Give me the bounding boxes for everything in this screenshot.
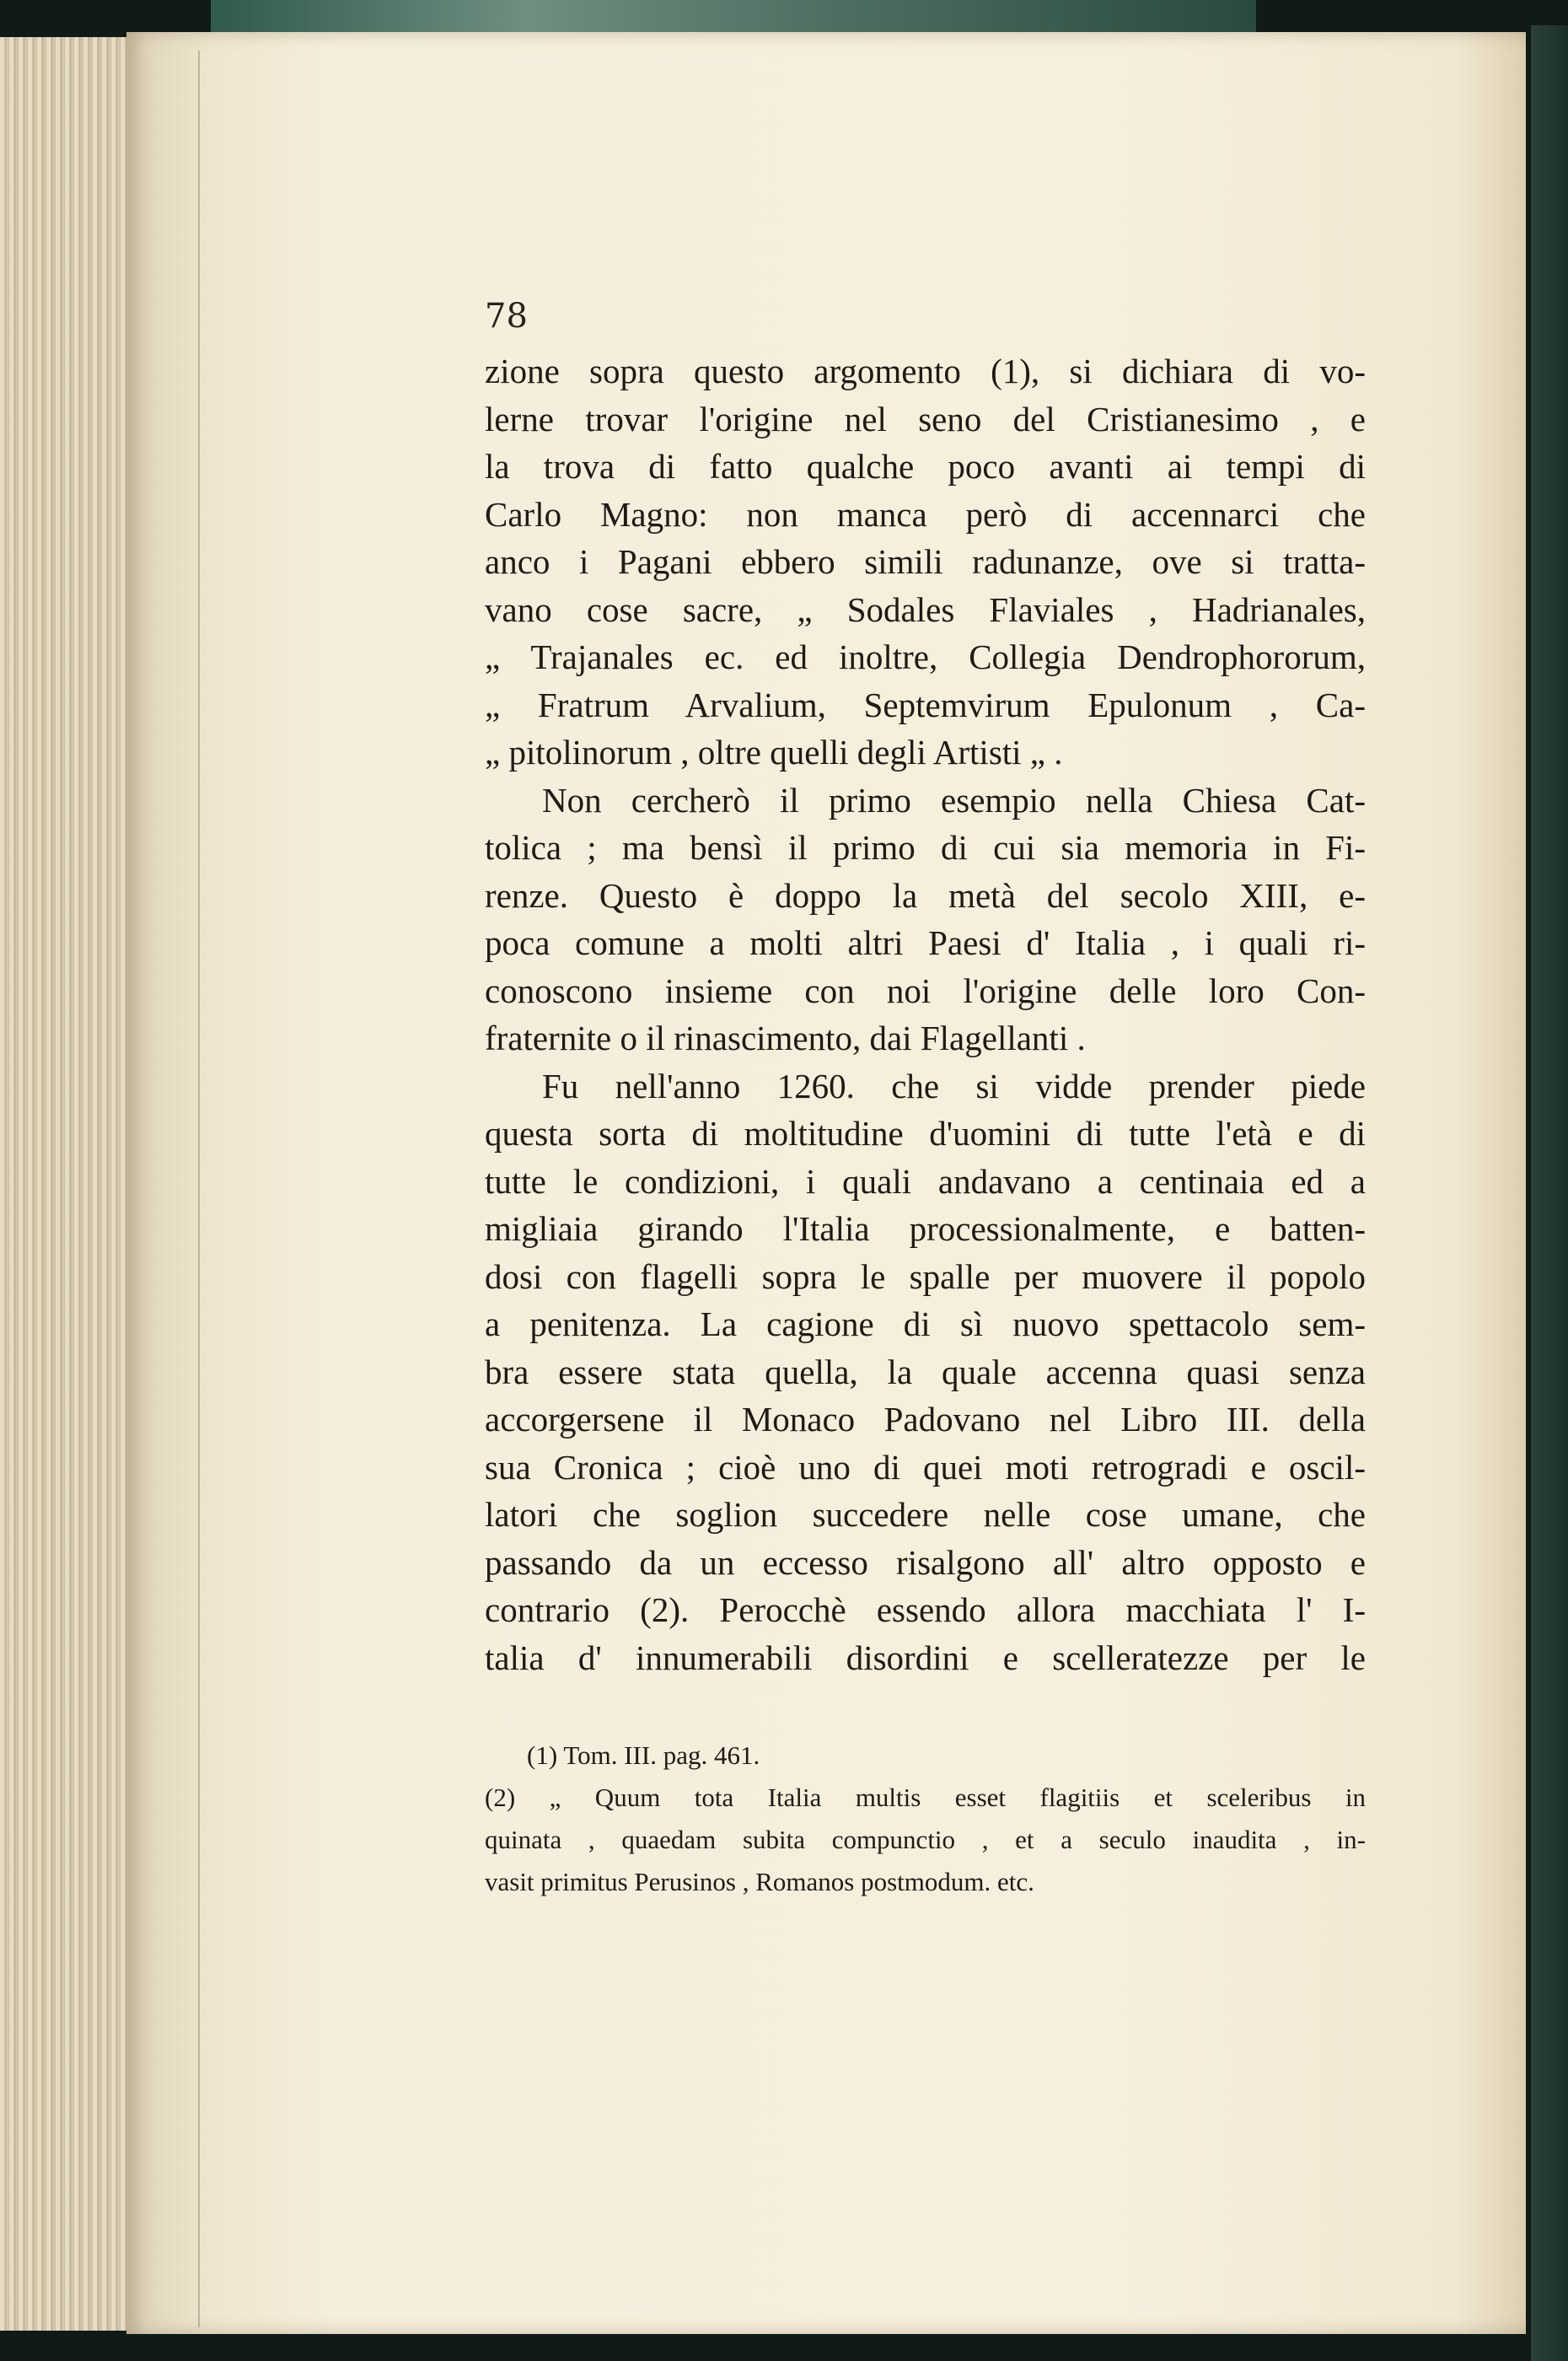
page-edges xyxy=(0,37,148,2331)
text-line: dosi con flagelli sopra le spalle per muovere il popolo xyxy=(485,1256,1366,1296)
footnote-line: (1) Tom. III. pag. 461. xyxy=(527,1740,760,1770)
text-line: vano cose sacre, „ Sodales Flaviales , Hadrianales, xyxy=(485,589,1366,629)
footnote-line: quinata , quaedam subita compunctio , et a seculo inaudita , in- xyxy=(485,1825,1366,1854)
text-line: a penitenza. La cagione di sì nuovo spettacolo sem- xyxy=(485,1304,1366,1343)
text-line: Fu nell'anno 1260. che si vidde prender piede xyxy=(542,1066,1366,1105)
page-fold-line xyxy=(198,51,200,2327)
book-cover-right xyxy=(1531,25,1568,2361)
text-line: anco i Pagani ebbero simili radunanze, ove si tratta- xyxy=(485,542,1366,581)
text-line: lerne trovar l'origine nel seno del Cristianesimo , e xyxy=(485,399,1366,438)
body-text xyxy=(485,347,1366,1681)
footnotes xyxy=(485,1734,1366,1903)
text-line: tolica ; ma bensì il primo di cui sia memoria in Fi- xyxy=(485,828,1366,867)
footnote-line: vasit primitus Perusinos , Romanos postmodum. etc. xyxy=(485,1867,1034,1896)
text-line: zione sopra questo argomento (1), si dichiara di vo- xyxy=(485,352,1366,390)
text-line: „ Trajanales ec. ed inoltre, Collegia Dendrophororum, xyxy=(485,637,1366,676)
text-line: poca comune a molti altri Paesi d' Italia , i quali ri- xyxy=(485,923,1366,962)
text-line: sua Cronica ; cioè uno di quei moti retrogradi e oscil- xyxy=(485,1447,1366,1487)
text-line: fraternite o il rinascimento, dai Flagellanti . xyxy=(485,1019,1086,1057)
text-line: renze. Questo è doppo la metà del secolo XIII, e- xyxy=(485,875,1366,915)
text-line: la trova di fatto qualche poco avanti ai tempi di xyxy=(485,447,1366,486)
text-line: tutte le condizioni, i quali andavano a centinaia ed a xyxy=(485,1161,1366,1201)
text-line: questa sorta di moltitudine d'uomini di tutte l'età e di xyxy=(485,1114,1366,1153)
text-line: talia d' innumerabili disordini e scelleratezze per le xyxy=(485,1638,1366,1677)
text-line: passando da un eccesso risalgono all' altro opposto e xyxy=(485,1542,1366,1582)
text-line: contrario (2). Perocchè essendo allora macchiata l' I- xyxy=(485,1590,1366,1629)
text-line: latori che soglion succedere nelle cose umane, che xyxy=(485,1495,1366,1534)
text-line: bra essere stata quella, la quale accenna quasi senza xyxy=(485,1352,1366,1391)
footnote-line: (2) „ Quum tota Italia multis esset flagitiis et sceleribus in xyxy=(485,1783,1366,1812)
text-line: „ Fratrum Arvalium, Septemvirum Epulonum , Ca- xyxy=(485,685,1366,724)
page-number: 78 xyxy=(485,297,528,336)
text-line: accorgersene il Monaco Padovano nel Libro III. della xyxy=(485,1400,1366,1439)
text-line: migliaia girando l'Italia processionalmente, e batten- xyxy=(485,1209,1366,1248)
text-line: Carlo Magno: non manca però di accennarci che xyxy=(485,494,1366,534)
text-line: Non cercherò il primo esempio nella Chiesa Cat- xyxy=(542,780,1366,820)
text-line: „ pitolinorum , oltre quelli degli Artisti „ . xyxy=(485,733,1063,772)
text-line: conoscono insieme con noi l'origine delle loro Con- xyxy=(485,971,1366,1010)
